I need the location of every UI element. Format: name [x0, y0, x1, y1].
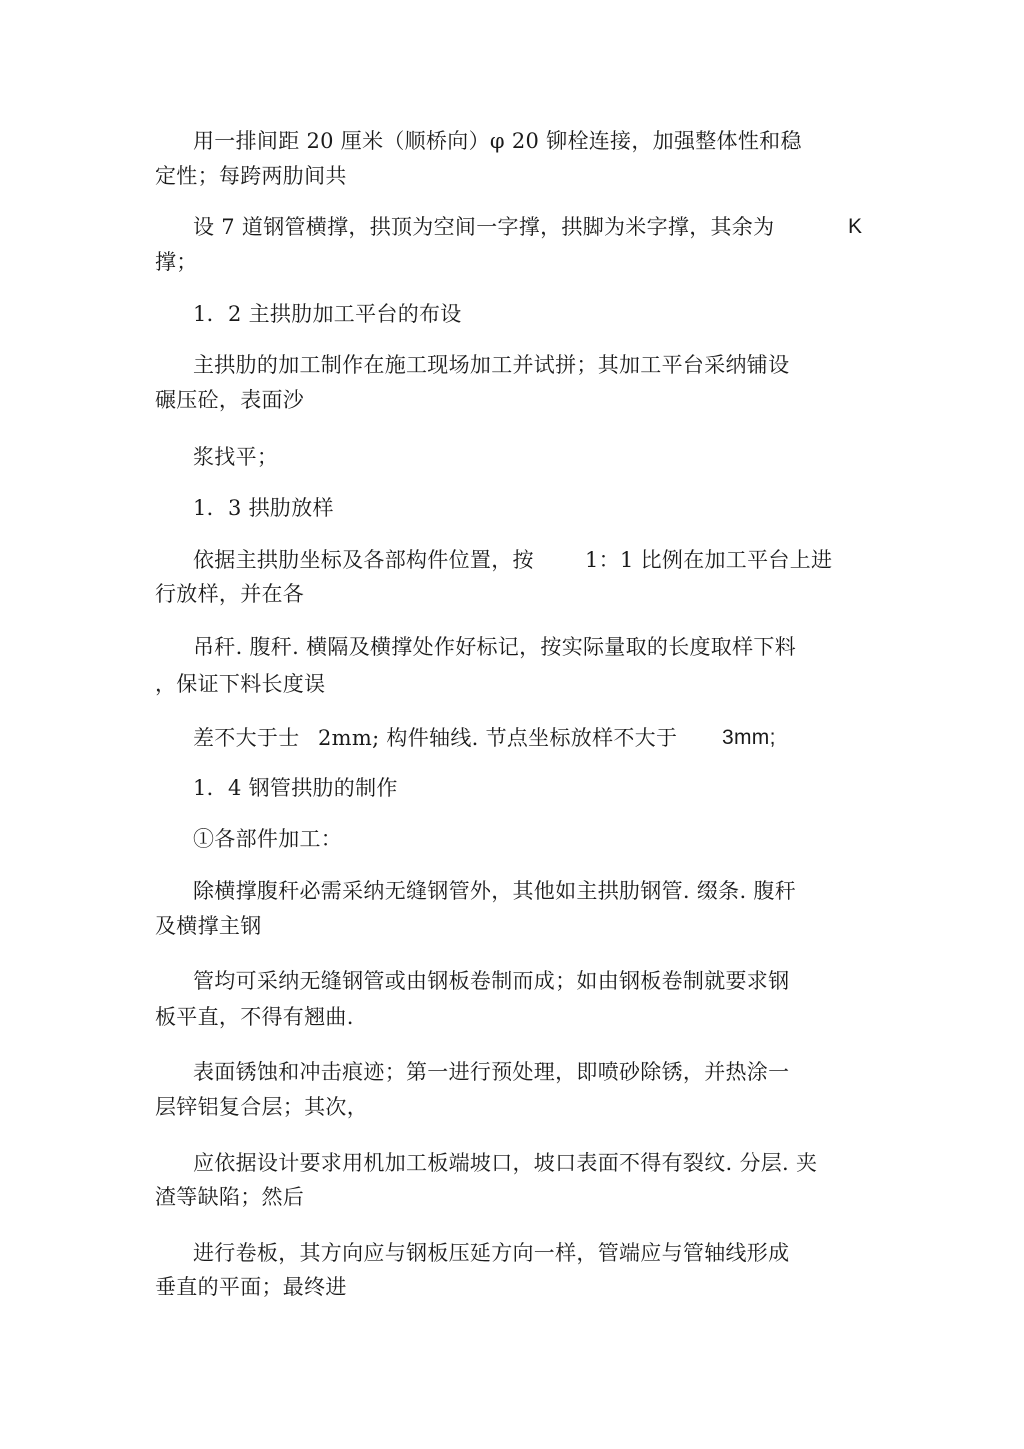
- text-line: 垂直的平面；最终进: [155, 1275, 347, 1299]
- text-line: 依据主拱肋坐标及各部构件位置，按: [193, 548, 534, 572]
- text-line: 用一排间距 20 厘米（顺桥向）φ 20 铆栓连接，加强整体性和稳: [193, 129, 802, 153]
- text-line: 表面锈蚀和冲击痕迹；第一进行预处理，即喷砂除锈，并热涂一: [193, 1060, 790, 1084]
- text-line: 1：1 比例在加工平台上进: [585, 548, 833, 572]
- text-line: 管均可采纳无缝钢管或由钢板卷制而成；如由钢板卷制就要求钢: [193, 969, 790, 993]
- text-line: 行放样，并在各: [155, 582, 305, 606]
- text-line: 碾压砼，表面沙: [155, 388, 305, 412]
- text-line: 定性；每跨两肋间共: [155, 164, 347, 188]
- text-line: 渣等缺陷；然后: [155, 1185, 305, 1209]
- text-line: 及横撑主钢: [155, 914, 262, 938]
- text-line: 主拱肋的加工制作在施工现场加工并试拼；其加工平台采纳铺设: [193, 353, 790, 377]
- text-line: 吊秆. 腹秆. 横隔及横撑处作好标记，按实际量取的长度取样下料: [193, 635, 796, 659]
- text-line: 应依据设计要求用机加工板端坡口，坡口表面不得有裂纹. 分层. 夹: [193, 1151, 818, 1175]
- section-heading: 1．2 主拱肋加工平台的布设: [193, 302, 462, 326]
- text-line: 2mm; 构件轴线. 节点坐标放样不大于: [318, 726, 678, 750]
- text-line: 差不大于士: [193, 726, 300, 750]
- text-line: 3mm;: [722, 726, 776, 749]
- text-line: 板平直，不得有翘曲.: [155, 1005, 354, 1029]
- text-line: ①各部件加工：: [193, 827, 343, 851]
- section-heading: 1．3 拱肋放样: [193, 496, 334, 520]
- text-line: K: [848, 215, 863, 238]
- text-line: 层锌铝复合层；其次，: [155, 1095, 368, 1119]
- text-line: ，保证下料长度误: [155, 672, 326, 696]
- text-line: 浆找平；: [193, 445, 279, 469]
- text-line: 设 7 道钢管横撑，拱顶为空间一字撑，拱脚为米字撑，其余为: [193, 215, 775, 239]
- section-heading: 1．4 钢管拱肋的制作: [193, 776, 398, 800]
- text-line: 进行卷板，其方向应与钢板压延方向一样，管端应与管轴线形成: [193, 1241, 790, 1265]
- text-line: 撑；: [155, 250, 198, 274]
- text-line: 除横撑腹秆必需采纳无缝钢管外，其他如主拱肋钢管. 缀条. 腹秆: [193, 879, 796, 903]
